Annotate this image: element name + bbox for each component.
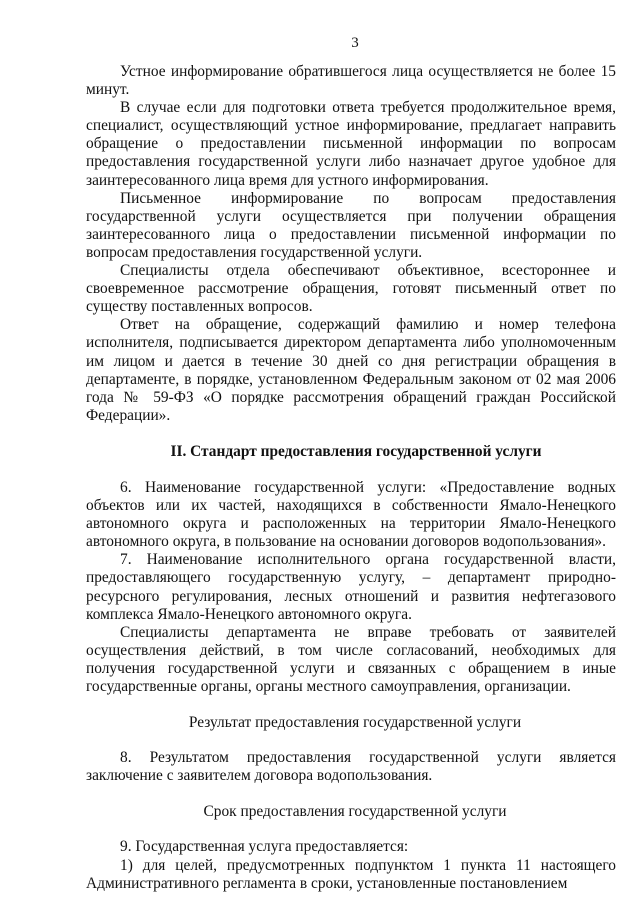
- paragraph-written-info: Письменное информирование по вопросам предоставления государственной услуги осуществляется при получении обращения заинтересованного лица о предоставлении письменной информации по вопросам предоставления государственной услуги.: [86, 189, 616, 261]
- paragraph-service-provided: 9. Государственная услуга предоставляется:: [120, 838, 409, 856]
- section-heading-standard: II. Стандарт предоставления государственной услуги: [170, 442, 542, 460]
- document-page: [86, 34, 616, 893]
- page-number: 3: [351, 35, 359, 51]
- paragraph-response-signing: Ответ на обращение, содержащий фамилию и номер телефона исполнителя, подписывается директором департамента либо уполномоченным им лицом и дается в течение 30 дней со дня регистрации обращения в департаменте, в порядке, установленном Федеральным законом от 02 мая 2006 года № 59-ФЗ «О порядке рассмотрения обращений граждан Российской Федерации».: [86, 316, 616, 424]
- paragraph-specialists-review: Специалисты отдела обеспечивают объективное, всестороннее и своевременное рассмотрение обращения, готовят письменный ответ по существу поставленных вопросов.: [86, 262, 616, 316]
- paragraph-no-extra-actions: Специалисты департамента не вправе требовать от заявителей осуществления действий, в том числе согласований, необходимых для получения государственной услуги и связанных с обращением в иные государственные органы, органы местного самоуправления, организации.: [86, 623, 616, 695]
- paragraph-oral-info-duration: Устное информирование обратившегося лица осуществляется не более 15 минут.: [86, 63, 616, 99]
- paragraph-executive-body: 7. Наименование исполнительного органа государственной власти, предоставляющего государственную услугу, – департамент природно-ресурсного регулирования, лесных отношений и развития нефтегазового комплекса Ямало-Ненецкого автономного округа.: [86, 551, 616, 623]
- sub-heading-term: Срок предоставления государственной услуги: [203, 803, 507, 821]
- paragraph-service-name: 6. Наименование государственной услуги: «Предоставление водных объектов или их частей, находящихся в собственности Ямало-Ненецкого автономного округа и расположенных на территории Ямало-Ненецкого автономного округа, в пользование на основании договоров водопользования».: [86, 478, 616, 551]
- paragraph-long-preparation: В случае если для подготовки ответа требуется продолжительное время, специалист, осуществляющий устное информирование, предлагает направить обращение о предоставлении письменной информации по вопросам предоставления государственной услуги либо назначает другое удобное для заинтересованного лица время для устного информирования.: [86, 99, 616, 189]
- paragraph-service-result: 8. Результатом предоставления государственной услуги является заключение с заявителем договора водопользования.: [86, 749, 616, 785]
- sub-heading-result: Результат предоставления государственной услуги: [188, 714, 522, 732]
- paragraph-term-purposes: 1) для целей, предусмотренных подпунктом 1 пункта 11 настоящего Административного регламента в сроки, установленные постановлением: [86, 856, 616, 892]
